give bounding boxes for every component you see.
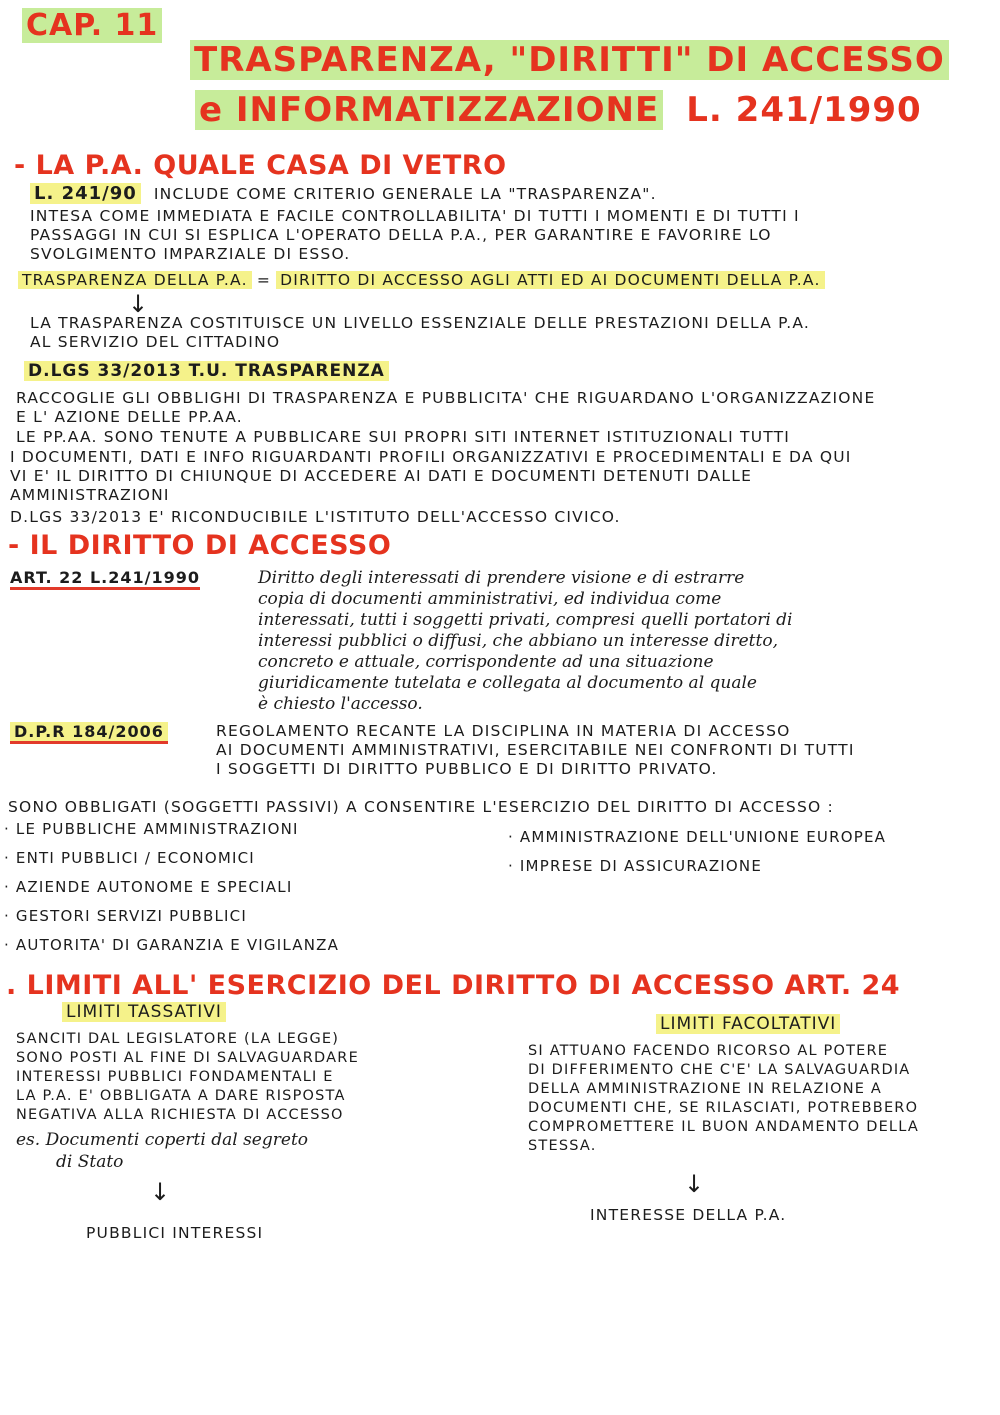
art22-line: interessi pubblici o diffusi, che abbiano un interesse diretto, [258,631,778,651]
obliged-list-item: · LE PUBBLICHE AMMINISTRAZIONI [4,820,299,838]
art22-tag: ART. 22 L.241/1990 [10,568,200,590]
dlgs-33-2013-tag: D.LGS 33/2013 T.U. TRASPARENZA [24,361,389,381]
obliged-list-item: · GESTORI SERVIZI PUBBLICI [4,907,247,925]
down-arrow-icon: ↓ [150,1178,171,1206]
limiti-facoltativi-result: INTERESSE DELLA P.A. [590,1206,787,1224]
limiti-tassativi-title: LIMITI TASSATIVI [62,1002,226,1022]
obliged-list-left [4,820,339,965]
title-line2-part-a: e INFORMATIZZAZIONE [195,90,663,130]
section1-result-line2: AL SERVIZIO DEL CITTADINO [30,333,281,351]
limiti-facoltativi-line: DOCUMENTI CHE, SE RILASCIATI, POTREBBERO [528,1100,919,1116]
limiti-facoltativi-text [528,1042,919,1156]
section2-line7: D.LGS 33/2013 E' RICONDUCIBILE L'ISTITUTO DELL'ACCESSO CIVICO. [10,508,621,526]
section-heading-diritto-accesso: - IL DIRITTO DI ACCESSO [8,530,392,561]
section1-line3: PASSAGGI IN CUI SI ESPLICA L'OPERATO DELLA P.A., PER GARANTIRE E FAVORIRE LO [30,226,772,244]
limiti-facoltativi-line: SI ATTUANO FACENDO RICORSO AL POTERE [528,1043,889,1059]
section1-line1: INCLUDE COME CRITERIO GENERALE LA "TRASPARENZA". [153,185,657,203]
dpr-line: REGOLAMENTO RECANTE LA DISCIPLINA IN MATERIA DI ACCESSO [216,722,791,740]
dpr-text [216,722,855,779]
limiti-facoltativi-line: COMPROMETTERE IL BUON ANDAMENTO DELLA [528,1119,919,1135]
down-arrow-icon: ↓ [128,290,149,318]
obliged-list-item: · AMMINISTRAZIONE DELL'UNIONE EUROPEA [508,828,887,846]
limiti-tassativi-example-line2: di Stato [56,1152,124,1172]
limiti-tassativi-line: SANCITI DAL LEGISLATORE (LA LEGGE) [16,1031,340,1047]
section-heading-limiti: . LIMITI ALL' ESERCIZIO DEL DIRITTO DI ACCESSO ART. 24 [6,970,901,1001]
limiti-tassativi-line: LA P.A. E' OBBLIGATA A DARE RISPOSTA [16,1088,346,1104]
section1-result-line1: LA TRASPARENZA COSTITUISCE UN LIVELLO ESSENZIALE DELLE PRESTAZIONI DELLA P.A. [30,314,811,332]
title-law-ref: L. 241/1990 [686,90,922,130]
definition-left: TRASPARENZA DELLA P.A. [18,271,252,289]
section2-line1: RACCOGLIE GLI OBBLIGHI DI TRASPARENZA E PUBBLICITA' CHE RIGUARDANO L'ORGANIZZAZIONE [16,389,876,407]
section2-line4: I DOCUMENTI, DATI E INFO RIGUARDANTI PROFILI ORGANIZZATIVI E PROCEDIMENTALI E DA QUI [10,448,852,466]
page-title-line2 [195,90,922,130]
section2-line5: VI E' IL DIRITTO DI CHIUNQUE DI ACCEDERE AI DATI E DOCUMENTI DETENUTI DALLE [10,467,753,485]
law-intro-row [30,183,657,204]
down-arrow-icon: ↓ [684,1170,705,1198]
dpr-184-2006-tag: D.P.R 184/2006 [10,722,168,744]
art22-line: giuridicamente tutelata e collegata al documento al quale [258,673,757,693]
obliged-list-item: · AUTORITA' DI GARANZIA E VIGILANZA [4,936,340,954]
section1-line4: SVOLGIMENTO IMPARZIALE DI ESSO. [30,245,351,263]
section-heading-casa-di-vetro: - LA P.A. QUALE CASA DI VETRO [14,150,507,181]
law-tag-241-90: L. 241/90 [30,183,141,204]
limiti-tassativi-line: NEGATIVA ALLA RICHIESTA DI ACCESSO [16,1107,344,1123]
limiti-tassativi-text [16,1030,359,1125]
limiti-facoltativi-line: DI DIFFERIMENTO CHE C'E' LA SALVAGUARDIA [528,1062,911,1078]
section2-line6: AMMINISTRAZIONI [10,486,170,504]
page-title-line1: TRASPARENZA, "DIRITTI" DI ACCESSO [190,40,949,80]
art22-line: copia di documenti amministrativi, ed individua come [258,589,722,609]
transparency-definition [18,270,825,290]
section1-line2: INTESA COME IMMEDIATA E FACILE CONTROLLABILITA' DI TUTTI I MOMENTI E DI TUTTI I [30,207,800,225]
limiti-facoltativi-title: LIMITI FACOLTATIVI [656,1014,840,1034]
dpr-line: AI DOCUMENTI AMMINISTRATIVI, ESERCITABILE NEI CONFRONTI DI TUTTI [216,741,855,759]
limiti-tassativi-example-line1: es. Documenti coperti dal segreto [16,1130,309,1150]
limiti-facoltativi-line: STESSA. [528,1138,597,1154]
dpr-line: I SOGGETTI DI DIRITTO PUBBLICO E DI DIRITTO PRIVATO. [216,760,718,778]
art22-text [258,568,792,715]
definition-right: DIRITTO DI ACCESSO AGLI ATTI ED AI DOCUMENTI DELLA P.A. [276,271,824,289]
section2-line2: E L' AZIONE DELLE PP.AA. [16,408,243,426]
definition-equals: = [256,271,272,289]
obliged-list-item: · IMPRESE DI ASSICURAZIONE [508,857,763,875]
obliged-subjects-intro: SONO OBBLIGATI (SOGGETTI PASSIVI) A CONSENTIRE L'ESERCIZIO DEL DIRITTO DI ACCESSO : [8,798,834,816]
art22-line: Diritto degli interessati di prendere visione e di estrarre [258,568,745,588]
obliged-list-item: · ENTI PUBBLICI / ECONOMICI [4,849,255,867]
art22-line: concreto e attuale, corrispondente ad una situazione [258,652,714,672]
obliged-list-item: · AZIENDE AUTONOME E SPECIALI [4,878,293,896]
limiti-tassativi-line: SONO POSTI AL FINE DI SALVAGUARDARE [16,1050,359,1066]
obliged-list-right [508,828,886,886]
limiti-tassativi-result: PUBBLICI INTERESSI [86,1224,264,1242]
chapter-label: CAP. 11 [22,8,162,43]
limiti-tassativi-line: INTERESSI PUBBLICI FONDAMENTALI E [16,1069,334,1085]
art22-line: è chiesto l'accesso. [258,694,423,714]
art22-line: interessati, tutti i soggetti privati, compresi quelli portatori di [258,610,793,630]
section2-line3: LE PP.AA. SONO TENUTE A PUBBLICARE SUI PROPRI SITI INTERNET ISTITUZIONALI TUTTI [16,428,791,446]
limiti-facoltativi-line: DELLA AMMINISTRAZIONE IN RELAZIONE A [528,1081,883,1097]
